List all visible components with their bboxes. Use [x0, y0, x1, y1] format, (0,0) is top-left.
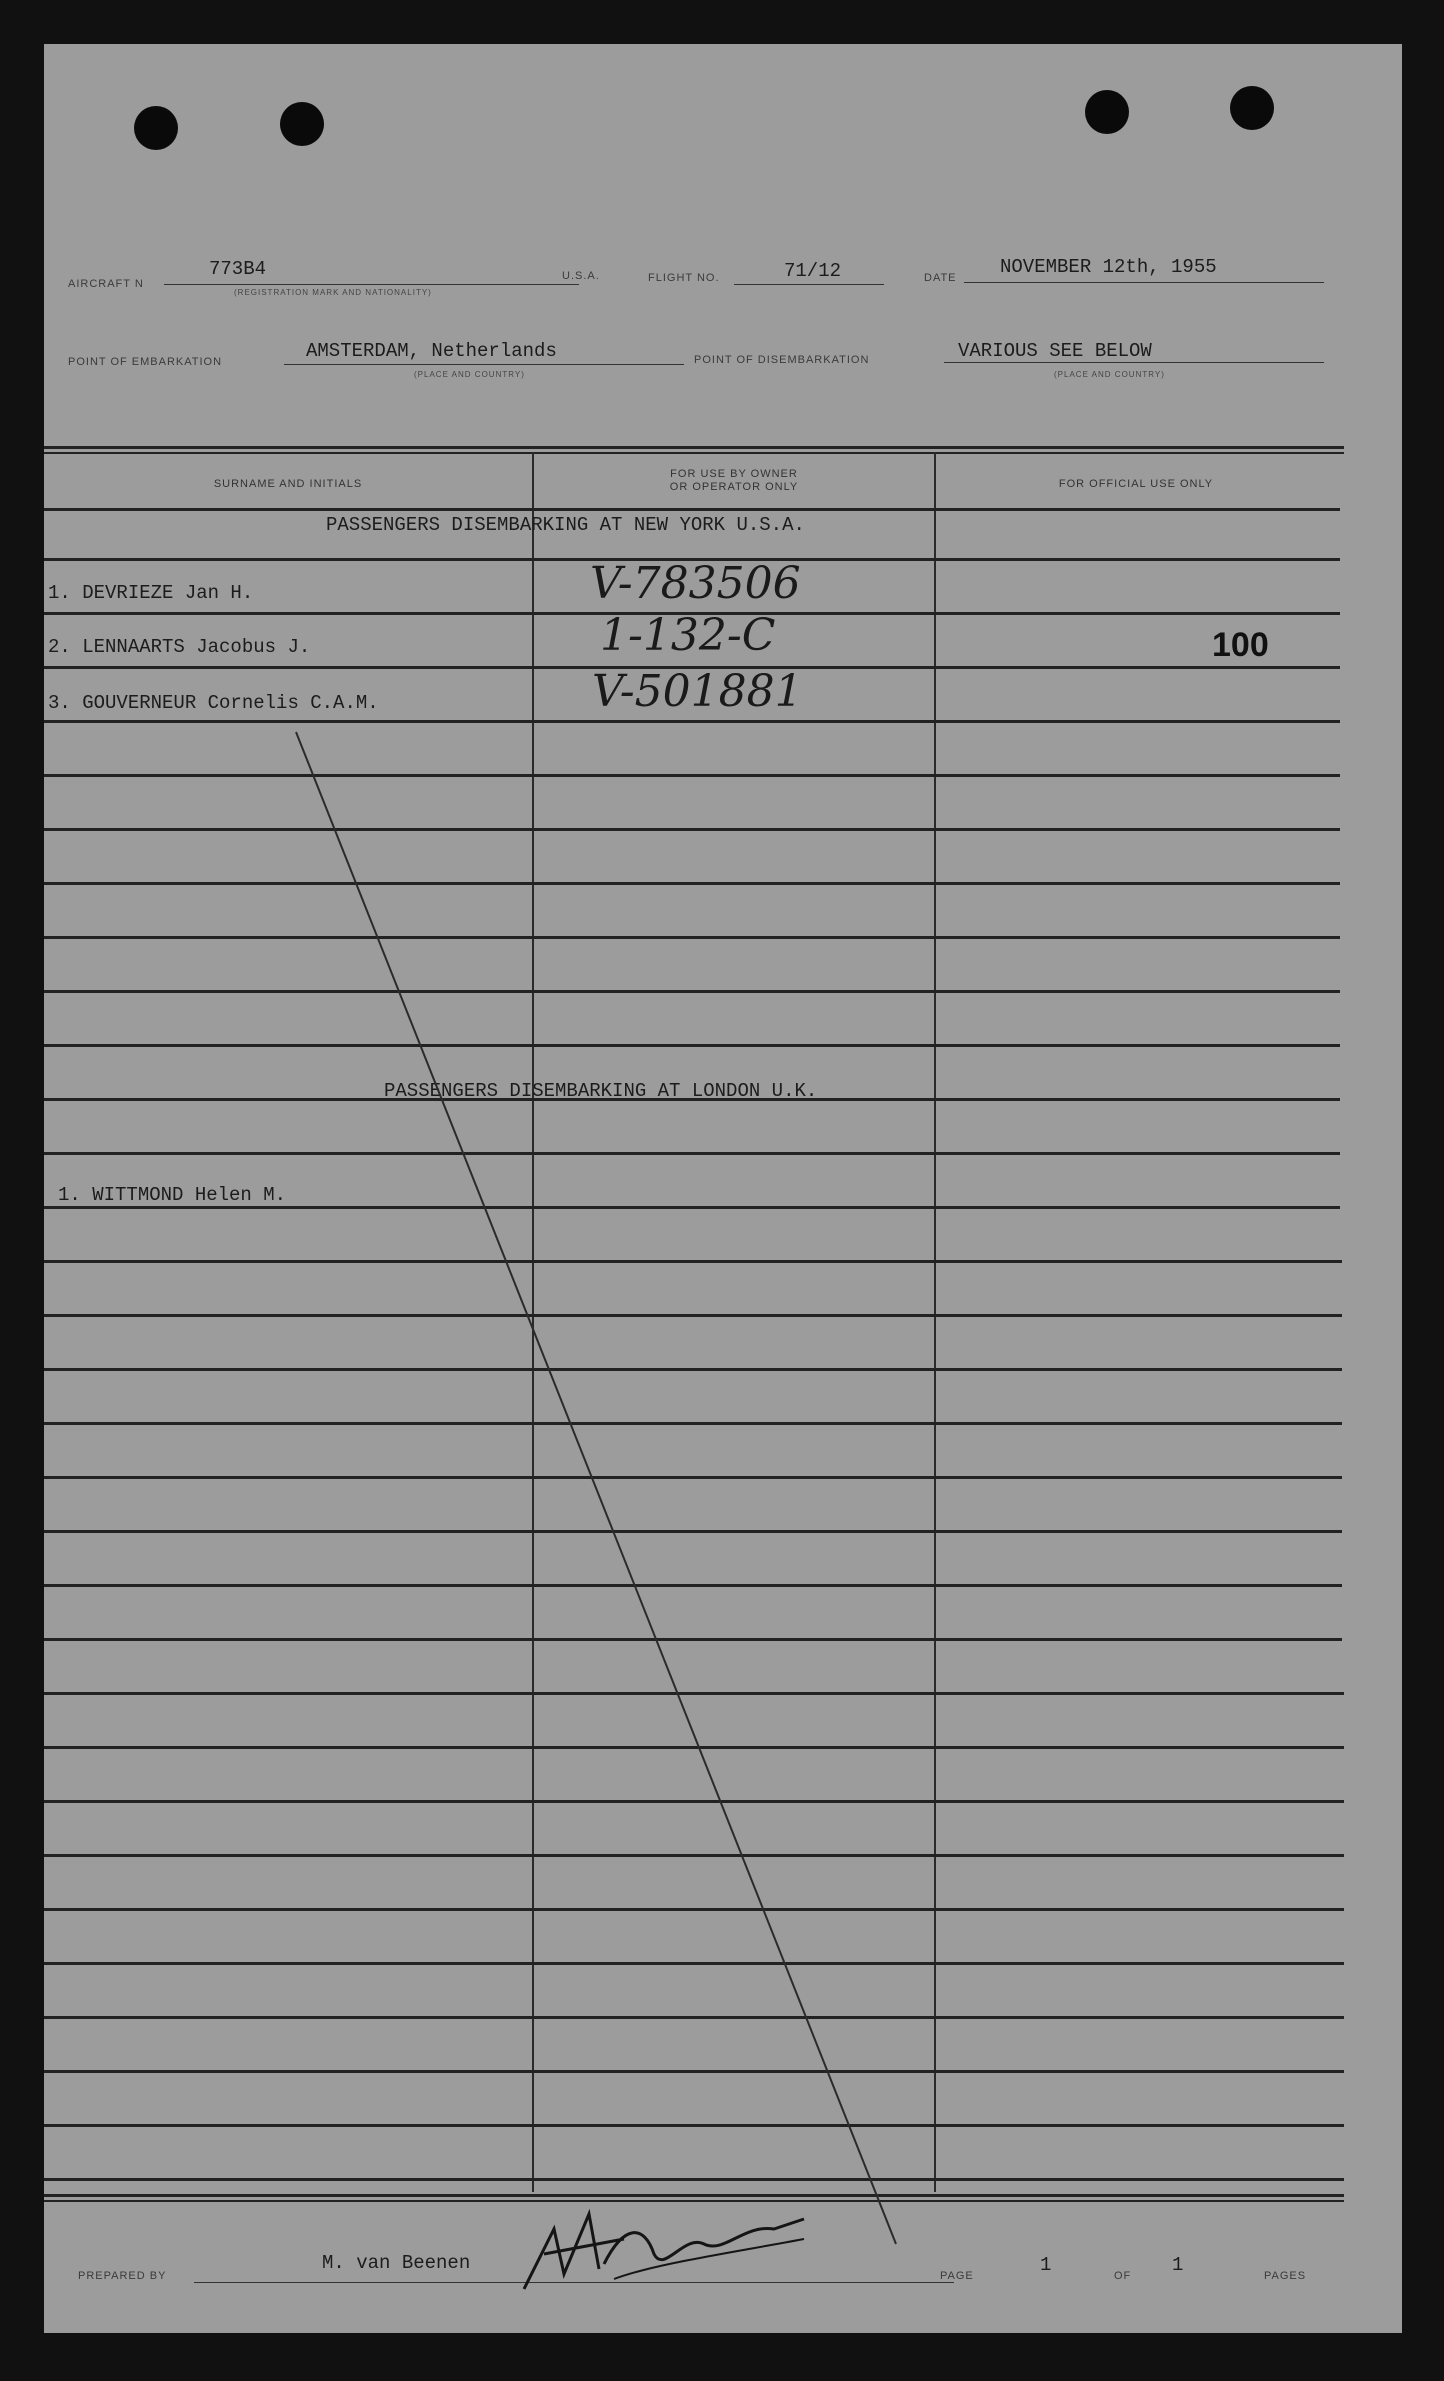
passenger-name: 1. DEVRIEZE Jan H. [48, 582, 254, 604]
page-number: 1 [1040, 2254, 1052, 2276]
official-mark: 100 [1212, 626, 1269, 664]
handwritten-code: V-501881 [592, 666, 803, 717]
disembarkation-sub-label: (PLACE AND COUNTRY) [1054, 370, 1165, 379]
embarkation-sub-label: (PLACE AND COUNTRY) [414, 370, 525, 379]
disembarkation-value: VARIOUS SEE BELOW [958, 340, 1152, 362]
disembarkation-label: POINT OF DISEMBARKATION [694, 354, 870, 366]
column-header-official: FOR OFFICIAL USE ONLY [1058, 478, 1214, 490]
usa-label: U.S.A. [562, 270, 600, 282]
aircraft-number: 773B4 [209, 258, 267, 280]
aircraft-sub-label: (REGISTRATION MARK AND NATIONALITY) [234, 288, 432, 297]
aircraft-label: AIRCRAFT N [68, 278, 144, 290]
handwritten-code: V-783506 [590, 558, 801, 609]
pages-label: PAGES [1264, 2270, 1307, 2282]
date-label: DATE [924, 272, 957, 284]
section-title-london: PASSENGERS DISEMBARKING AT LONDON U.K. [384, 1080, 818, 1102]
column-header-surname: SURNAME AND INITIALS [213, 478, 363, 490]
flight-label: FLIGHT NO. [648, 272, 720, 284]
page-label: PAGE [940, 2270, 974, 2282]
prepared-by-name: M. van Beenen [322, 2252, 471, 2274]
section-title-new-york: PASSENGERS DISEMBARKING AT NEW YORK U.S.A. [326, 514, 805, 536]
handwritten-code: 1-132-C [600, 610, 776, 661]
diagonal-strike-line [44, 44, 1402, 2333]
flight-number: 71/12 [784, 260, 842, 282]
total-pages: 1 [1172, 2254, 1184, 2276]
embarkation-label: POINT OF EMBARKATION [68, 356, 223, 368]
embarkation-value: AMSTERDAM, Netherlands [306, 340, 557, 362]
manifest-sheet [44, 44, 1402, 2333]
prepared-by-label: PREPARED BY [78, 2270, 167, 2282]
of-label: OF [1114, 2270, 1132, 2282]
signature [504, 2194, 834, 2304]
column-header-owner: FOR USE BY OWNER OR OPERATOR ONLY [669, 468, 799, 493]
passenger-name: 3. GOUVERNEUR Cornelis C.A.M. [48, 692, 379, 714]
flight-date: NOVEMBER 12th, 1955 [1000, 256, 1217, 278]
passenger-name: 1. WITTMOND Helen M. [58, 1184, 287, 1206]
passenger-name: 2. LENNAARTS Jacobus J. [48, 636, 311, 658]
